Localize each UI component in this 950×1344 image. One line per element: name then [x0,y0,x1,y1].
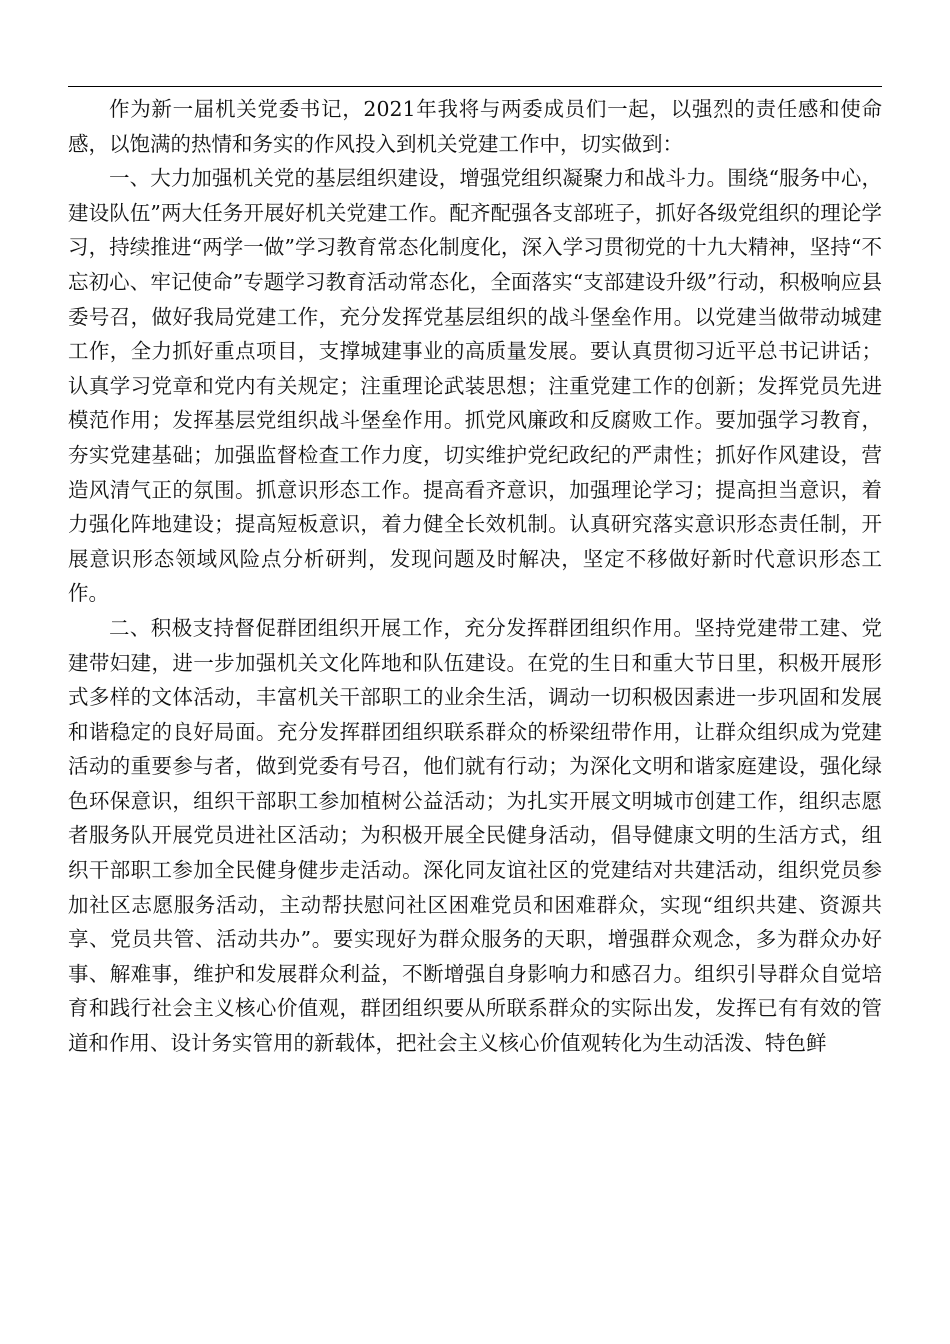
paragraph-section-two: 二、积极支持督促群团组织开展工作，充分发挥群团组织作用。坚持党建带工建、党建带妇建，进一步加强机关文化阵地和队伍建设。在党的生日和重大节日里，积极开展形式多样的文体活动，丰富机关干部职工的业余生活，调动一切积极因素进一步巩固和发展和谐稳定的良好局面。充分发挥群团组织联系群众的桥梁纽带作用，让群众组织成为党建活动的重要参与者，做到党委有号召，他们就有行动；为深化文明和谐家庭建设，强化绿色环保意识，组织干部职工参加植树公益活动；为扎实开展文明城市创建工作，组织志愿者服务队开展党员进社区活动；为积极开展全民健身活动，倡导健康文明的生活方式，组织干部职工参加全民健身健步走活动。深化同友谊社区的党建结对共建活动，组织党员参加社区志愿服务活动，主动帮扶慰问社区困难党员和困难群众，实现“组织共建、资源共享、党员共管、活动共办”。要实现好为群众服务的天职，增强群众观念，多为群众办好事、解难事，维护和发展群众利益，不断增强自身影响力和感召力。组织引导群众自觉培育和践行社会主义核心价值观，群团组织要从所联系群众的实际出发，发挥已有有效的管道和作用、设计务实管用的新载体，把社会主义核心价值观转化为生动活泼、特色鲜 [68,615,882,1056]
paragraph-section-one: 一、大力加强机关党的基层组织建设，增强党组织凝聚力和战斗力。围绕“服务中心，建设队伍”两大任务开展好机关党建工作。配齐配强各支部班子，抓好各级党组织的理论学习，持续推进“两学一做”学习教育常态化制度化，深入学习贯彻党的十九大精神，坚持“不忘初心、牢记使命”专题学习教育活动常态化，全面落实“支部建设升级”行动，积极响应县委号召，做好我局党建工作，充分发挥党基层组织的战斗堡垒作用。以党建当做带动城建工作，全力抓好重点项目，支撑城建事业的高质量发展。要认真贯彻习近平总书记讲话；认真学习党章和党内有关规定；注重理论武装思想；注重党建工作的创新；发挥党员先进模范作用；发挥基层党组织战斗堡垒作用。抓党风廉政和反腐败工作。要加强学习教育，夯实党建基础；加强监督检查工作力度，切实维护党纪政纪的严肃性；抓好作风建设，营造风清气正的氛围。抓意识形态工作。提高看齐意识，加强理论学习；提高担当意识，着力强化阵地建设；提高短板意识，着力健全长效机制。认真研究落实意识形态责任制，开展意识形态领域风险点分析研判，发现问题及时解决，坚定不移做好新时代意识形态工作。 [68,166,882,606]
header-rule [68,86,882,87]
document-body [68,92,882,1061]
paragraph-intro: 作为新一届机关党委书记，2021年我将与两委成员们一起，以强烈的责任感和使命感，以饱满的热情和务实的作风投入到机关党建工作中，切实做到： [68,97,882,156]
